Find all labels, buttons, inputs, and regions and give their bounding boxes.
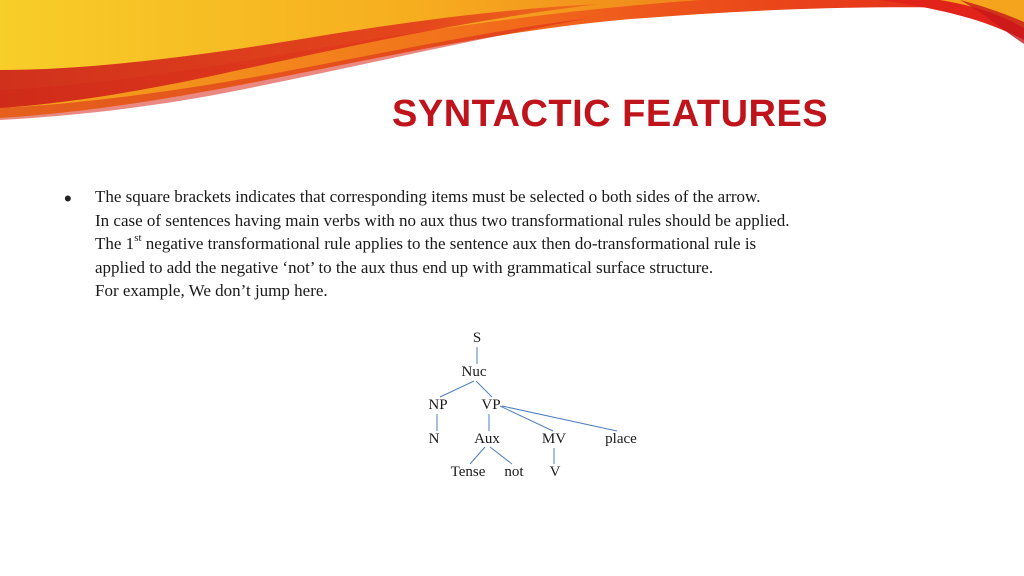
body-line-5: For example, We don’t jump here.: [95, 281, 328, 300]
tree-node-place: place: [605, 431, 637, 447]
body-line-2: In case of sentences having main verbs with no aux thus two transformational rules should be applied.: [95, 210, 790, 230]
edge-nuc-np: [440, 381, 474, 397]
body-line-1: The square brackets indicates that corresponding items must be selected o both sides of the arrow.: [95, 187, 761, 206]
tree-node-s: S: [472, 330, 482, 346]
body-line-3-start: The 1: [95, 234, 135, 253]
edge-nuc-vp: [476, 381, 492, 397]
tree-node-tense: Tense: [450, 464, 486, 480]
tree-node-np: NP: [428, 397, 448, 413]
body-line-3-rest: negative transformational rule applies to the sentence aux then do-transformational rule is: [141, 234, 757, 253]
tree-node-v: V: [549, 464, 561, 480]
slide-title: SYNTACTIC FEATURES: [392, 93, 829, 135]
ordinal-suffix: st: [134, 232, 142, 245]
bullet-icon: •: [64, 186, 72, 211]
tree-node-aux: Aux: [474, 431, 500, 447]
tree-node-nuc: Nuc: [461, 364, 487, 380]
edge-vp-place: [502, 406, 617, 431]
edge-vp-mv: [500, 406, 553, 431]
edge-aux-not: [490, 447, 512, 464]
tree-node-not: not: [504, 464, 524, 480]
tree-node-n: N: [428, 431, 440, 447]
body-line-4: applied to add the negative ‘not’ to the aux thus end up with grammatical surface structure.: [95, 257, 714, 277]
tree-node-vp: VP: [481, 397, 501, 413]
edge-aux-tense: [470, 447, 485, 464]
tree-node-mv: MV: [541, 431, 567, 447]
